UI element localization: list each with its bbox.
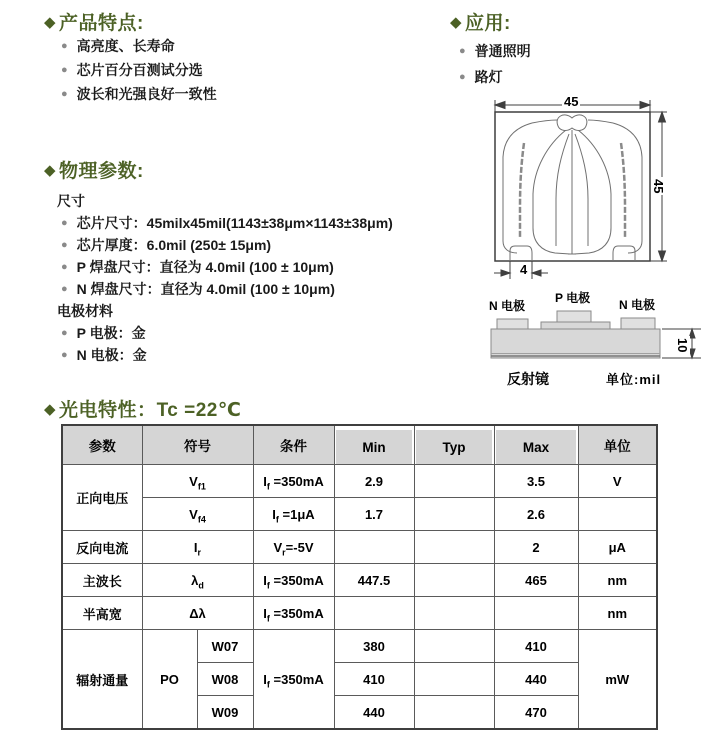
bullet-icon: ● — [61, 261, 68, 273]
cell-typ-w09 — [414, 696, 494, 730]
physical-section-title — [44, 156, 144, 183]
cell-cond-po: $I_f =350mA$ — [253, 630, 334, 730]
reflector-label: 反射镜 — [507, 371, 549, 387]
cell-unit-fwhm: nm — [578, 597, 657, 630]
chip-width-dimension: 45 — [564, 94, 579, 109]
cell-typ-vf4 — [414, 498, 494, 531]
cell-max-lambda: 465 — [494, 564, 578, 597]
list-item — [61, 216, 393, 231]
list-item — [61, 39, 217, 54]
cell-symbol-vf4: $V_{f4}$ — [142, 498, 253, 531]
features-title-text: 产品特点: — [59, 13, 144, 34]
cell-max-w08: 440 — [494, 663, 578, 696]
cell-unit-po: mW — [578, 630, 657, 730]
header-symbol: 符号 — [142, 425, 253, 465]
cell-param-radiant-flux: 辐射通量 — [62, 630, 142, 730]
pad-width-dimension: 4 — [520, 262, 528, 277]
cell-bin-w09: W09 — [197, 696, 253, 730]
cell-min-lambda: 447.5 — [334, 564, 414, 597]
list-item — [459, 70, 531, 85]
header-condition: 条件 — [253, 425, 334, 465]
table-row — [62, 564, 657, 597]
cell-typ-ir — [414, 531, 494, 564]
cell-max-w07: 410 — [494, 630, 578, 663]
cell-max-vf1: 3.5 — [494, 465, 578, 498]
cell-typ-fwhm — [414, 597, 494, 630]
unit-label: 单位:mil — [606, 372, 662, 387]
n-electrode-right-label: N 电极 — [619, 298, 656, 312]
applications-title-text: 应用: — [465, 13, 511, 34]
bullet-icon: ● — [61, 40, 68, 52]
bullet-icon: ● — [61, 88, 68, 100]
cell-param-fwhm: 半高宽 — [62, 597, 142, 630]
cross-section-drawing — [491, 311, 660, 358]
features-section-title — [44, 8, 144, 35]
size-sublabel: 尺寸 — [57, 193, 85, 209]
diamond-icon: ◆ — [44, 401, 57, 418]
header-unit: 单位 — [578, 425, 657, 465]
cell-min-w09: 440 — [334, 696, 414, 730]
header-max: Max — [494, 425, 578, 465]
cell-unit-vf1: V — [578, 465, 657, 498]
electrode-sublabel: 电极材料 — [57, 303, 113, 319]
cell-max-ir: 2 — [494, 531, 578, 564]
application-text: 普通照明 — [474, 43, 531, 59]
diamond-icon: ◆ — [44, 14, 57, 31]
header-typ: Typ — [414, 425, 494, 465]
physical-text: P 电极：金 — [76, 325, 146, 341]
list-item — [61, 63, 217, 78]
table-row — [62, 630, 657, 663]
feature-text: 高亮度、长寿命 — [76, 38, 175, 54]
feature-text: 芯片百分百测试分选 — [76, 62, 203, 78]
diamond-icon: ◆ — [44, 162, 57, 179]
p-electrode-block — [557, 311, 591, 322]
physical-text: 芯片厚度：6.0mil (250± 15μm) — [76, 237, 272, 253]
cell-unit-vf4 — [578, 498, 657, 531]
cell-unit-lambda: nm — [578, 564, 657, 597]
bullet-icon: ● — [61, 239, 68, 251]
optoelectric-table — [61, 424, 658, 730]
physical-text: N 焊盘尺寸：直径为 4.0mil (100 ± 10μm) — [76, 281, 335, 297]
cell-bin-w08: W08 — [197, 663, 253, 696]
cell-min-w08: 410 — [334, 663, 414, 696]
chip-thickness-dimension: 10 — [675, 338, 690, 353]
cell-typ-w07 — [414, 630, 494, 663]
mesa — [541, 322, 610, 329]
cell-max-w09: 470 — [494, 696, 578, 730]
list-item — [61, 87, 217, 102]
cell-max-fwhm — [494, 597, 578, 630]
header-param: 参数 — [62, 425, 142, 465]
bullet-icon: ● — [61, 64, 68, 76]
n-electrode-left-block — [497, 319, 528, 329]
list-item — [61, 238, 393, 253]
cell-min-w07: 380 — [334, 630, 414, 663]
table-header-row — [62, 425, 657, 465]
application-text: 路灯 — [474, 69, 503, 85]
physical-text: 芯片尺寸：45milx45mil(1143±38μm×1143±38μm) — [76, 215, 393, 231]
cell-min-vf1: 2.9 — [334, 465, 414, 498]
cell-typ-lambda — [414, 564, 494, 597]
cell-cond-lambda: $I_f =350mA$ — [253, 564, 334, 597]
diamond-icon: ◆ — [450, 14, 463, 31]
list-item — [61, 260, 393, 275]
chip-height-dimension: 45 — [651, 179, 666, 194]
table-row — [62, 531, 657, 564]
chip-drawing-svg — [470, 95, 728, 367]
cell-symbol-fwhm: Δλ — [142, 597, 253, 630]
cell-cond-vf1: $I_f =350mA$ — [253, 465, 334, 498]
cell-min-ir — [334, 531, 414, 564]
cell-min-vf4: 1.7 — [334, 498, 414, 531]
list-item — [459, 44, 531, 59]
physical-title-text: 物理参数: — [59, 161, 144, 182]
table-row — [62, 498, 657, 531]
cell-symbol-vf1: $V_{f1}$ — [142, 465, 253, 498]
applications-list — [459, 44, 531, 85]
bullet-icon: ● — [61, 327, 68, 339]
cell-bin-w07: W07 — [197, 630, 253, 663]
cell-cond-vf4: $I_f =1\mu A$ — [253, 498, 334, 531]
cell-param-reverse-current: 反向电流 — [62, 531, 142, 564]
optoelectric-title-text: 光电特性： — [59, 400, 157, 421]
feature-text: 波长和光强良好一致性 — [76, 86, 217, 102]
physical-text: P 焊盘尺寸：直径为 4.0mil (100 ± 10μm) — [76, 259, 334, 275]
table-row — [62, 597, 657, 630]
p-electrode-label: P 电极 — [555, 291, 591, 305]
cell-symbol-po: PO — [142, 630, 197, 730]
physical-list — [57, 194, 393, 363]
list-item — [61, 326, 393, 341]
cell-min-fwhm — [334, 597, 414, 630]
cell-param-forward-voltage: 正向电压 — [62, 465, 142, 531]
cell-max-vf4: 2.6 — [494, 498, 578, 531]
cell-param-dominant-wavelength: 主波长 — [62, 564, 142, 597]
applications-section-title — [450, 8, 511, 35]
list-item — [61, 282, 393, 297]
test-condition-text: Tc =22℃ — [156, 400, 242, 421]
bullet-icon: ● — [61, 349, 68, 361]
physical-text: N 电极：金 — [76, 347, 147, 363]
cell-symbol-lambda: $\lambda_d$ — [142, 564, 253, 597]
n-electrode-right-block — [621, 318, 655, 329]
cell-cond-ir: $V_r=-5V$ — [253, 531, 334, 564]
n-electrode-left-label: N 电极 — [489, 299, 526, 313]
bullet-icon: ● — [61, 217, 68, 229]
bullet-icon: ● — [459, 71, 466, 83]
cell-symbol-ir: $I_r$ — [142, 531, 253, 564]
cell-unit-ir: μA — [578, 531, 657, 564]
features-list — [61, 39, 217, 102]
cell-typ-w08 — [414, 663, 494, 696]
bullet-icon: ● — [61, 283, 68, 295]
cell-typ-vf1 — [414, 465, 494, 498]
cell-cond-fwhm: $I_f =350mA$ — [253, 597, 334, 630]
optoelectric-section-title — [44, 395, 241, 422]
list-item — [61, 348, 393, 363]
header-min: Min — [334, 425, 414, 465]
bullet-icon: ● — [459, 45, 466, 57]
table-row — [62, 465, 657, 498]
